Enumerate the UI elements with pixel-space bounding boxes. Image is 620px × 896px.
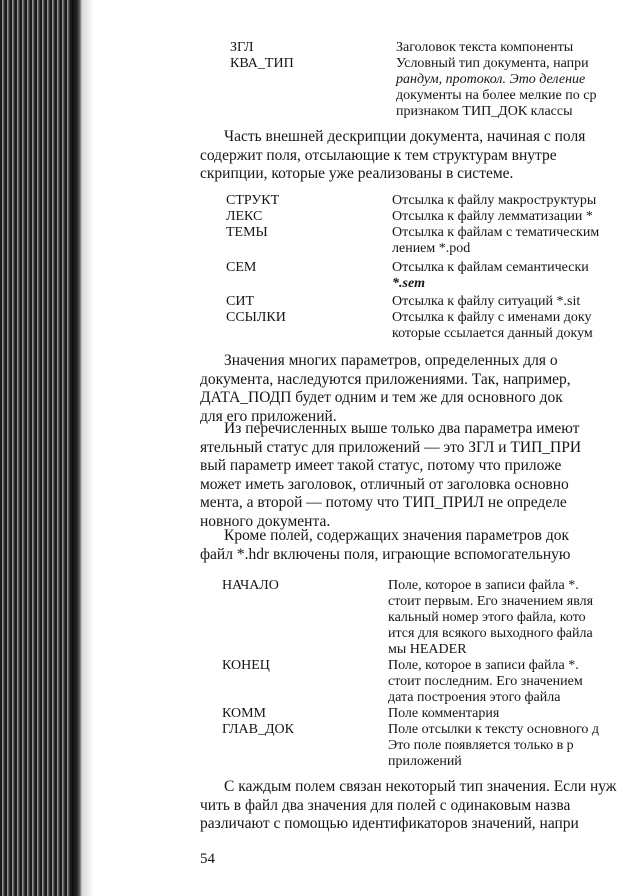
description-line: документы на более мелкие по ср [396,88,597,103]
description-line: Поле, которое в записи файла *. [388,658,579,673]
paragraph: Значения многих параметров, определенных для о документа, наследуются приложениями. Так, например, ДАТА_ПОДП будет одним и тем же для основного док для его приложений. [200,352,571,425]
term: КВА_ТИП [230,56,294,71]
term: ЗГЛ [230,40,254,55]
description-line: Отсылка к файлу ситуаций *.sit [392,294,581,309]
description-line: кальный номер этого файла, кото [388,610,586,625]
description-line: Поле комментария [388,706,500,721]
term: ГЛАВ_ДОК [222,722,294,737]
description-line: приложений [388,754,462,769]
description-line: Поле, которое в записи файла *. [388,578,579,593]
term: СТРУКТ [226,193,280,208]
gutter-fade [82,0,94,896]
description-line: дата построения этого файла [388,690,561,705]
description-line: Отсылка к файлу макроструктуры [392,193,597,208]
term: ТЕМЫ [226,225,268,240]
description-line: рандум, протокол. Это деление [396,72,586,87]
description-line: Условный тип документа, напри [396,56,589,71]
description-line: которые ссылается данный докум [392,326,593,341]
description-line: признаком ТИП_ДОК классы [396,104,573,119]
page-number: 54 [200,851,215,867]
description-line: Отсылка к файлам семантически [392,260,589,275]
description-line: мы HEADER [388,642,467,657]
description-line: лением *.pod [392,241,471,256]
term: КОММ [222,706,266,721]
paragraph: Кроме полей, содержащих значения параметров док файл *.hdr включены поля, играющие вспомогательную [200,527,571,563]
term: НАЧАЛО [222,578,279,593]
description-line: Заголовок текста компоненты [396,40,574,55]
description-line: Поле отсылки к тексту основного д [388,722,600,737]
term: СИТ [226,294,254,309]
description-line: Отсылка к файлам с тематическим [392,225,600,240]
term: СЕМ [226,260,257,275]
description-line: Отсылка к файлу с именами доку [392,310,592,325]
description-line: стоит первым. Его значением явля [388,594,594,609]
description-line: ится для всякого выходного файла [388,626,593,641]
paragraph: Из перечисленных выше только два параметра имеют ятельный статус для приложений — это ЗГЛ и ТИП_ПРИ вый параметр имеет такой статус, потому что приложе может иметь заголовок, отличный от заголовка основно мента, а второй — потому что ТИП_ПРИЛ не определе новного документа. [200,420,582,530]
term: ССЫЛКИ [226,310,286,325]
book-binding-shadow [0,0,72,896]
description-line: Отсылка к файлу лемматизации * [392,209,593,224]
description-line: *.sem [392,276,426,291]
paragraph: Часть внешней дескрипции документа, начиная с поля содержит поля, отсылающие к тем структурам внутре скрипции, которые уже реализованы в системе. [200,128,586,182]
paragraph: С каждым полем связан некоторый тип значения. Если нуж чить в файл два значения для полей с одинаковым назва различают с помощью идентификаторов значений, напри [200,778,617,832]
description-line: Это поле появляется только в р [388,738,574,753]
description-line: стоит последним. Его значением [388,674,583,689]
book-gutter [72,0,82,896]
term: КОНЕЦ [222,658,270,673]
term: ЛЕКС [226,209,263,224]
